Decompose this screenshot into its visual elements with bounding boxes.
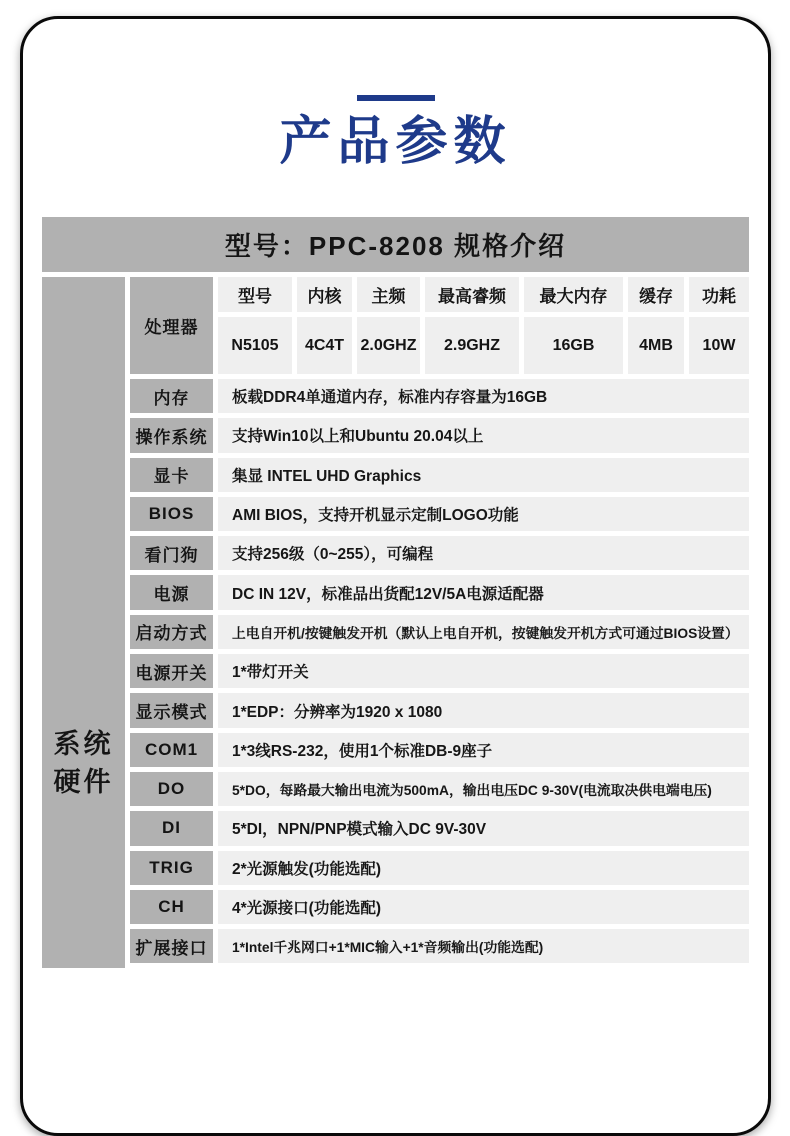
- cpu-value-cell: 10W: [689, 317, 749, 374]
- row-value: 上电自开机/按键触发开机（默认上电自开机，按键触发开机方式可通过BIOS设置）: [218, 615, 749, 649]
- group-label-line-2: 硬件: [53, 767, 114, 797]
- spec-row: [130, 575, 749, 609]
- row-value: 1*EDP：分辨率为1920 x 1080: [218, 693, 749, 727]
- row-value: 5*DO，每路最大输出电流为500mA，输出电压DC 9-30V(电流取决供电端电压): [218, 772, 749, 806]
- spec-row: [130, 811, 749, 845]
- cpu-header-cell: 最大内存: [524, 277, 623, 312]
- spec-row: [130, 733, 749, 767]
- page-title: 产品参数: [279, 113, 512, 171]
- row-value: 1*Intel千兆网口+1*MIC输入+1*音频输出(功能选配): [218, 929, 749, 963]
- cpu-header-cell: 主频: [357, 277, 420, 312]
- row-value: 1*3线RS-232，使用1个标准DB-9座子: [218, 733, 749, 767]
- cpu-header-row: [218, 277, 749, 312]
- row-value: 板载DDR4单通道内存，标准内存容量为16GB: [218, 379, 749, 413]
- cpu-value-cell: 16GB: [524, 317, 623, 374]
- row-label: DO: [130, 772, 213, 806]
- row-label: CH: [130, 890, 213, 924]
- row-label: 扩展接口: [130, 929, 213, 963]
- spec-row: [130, 379, 749, 413]
- model-banner: [42, 217, 749, 272]
- spec-row: [130, 615, 749, 649]
- row-value: 1*带灯开关: [218, 654, 749, 688]
- group-label: [42, 725, 125, 801]
- spec-row: [130, 458, 749, 492]
- cpu-header-cell: 最高睿频: [425, 277, 519, 312]
- row-label: 看门狗: [130, 536, 213, 570]
- row-label: 启动方式: [130, 615, 213, 649]
- cpu-value-cell: 2.0GHZ: [357, 317, 420, 374]
- row-value: DC IN 12V，标准品出货配12V/5A电源适配器: [218, 575, 749, 609]
- row-label: DI: [130, 811, 213, 845]
- spec-row: [130, 693, 749, 727]
- cpu-header-cell: 内核: [297, 277, 352, 312]
- spec-row: [130, 536, 749, 570]
- cpu-value-cell: 4C4T: [297, 317, 352, 374]
- spec-row: [130, 890, 749, 924]
- spec-row: [130, 654, 749, 688]
- cpu-header-cell: 功耗: [689, 277, 749, 312]
- spec-table: [42, 277, 749, 968]
- cpu-sub-table: [218, 277, 749, 374]
- group-label-line-1: 系统: [53, 729, 114, 759]
- row-value: 集显 INTEL UHD Graphics: [218, 458, 749, 492]
- row-label: 内存: [130, 379, 213, 413]
- row-value: 2*光源触发(功能选配): [218, 851, 749, 885]
- spec-row: [130, 418, 749, 452]
- product-spec-card: [20, 16, 771, 1136]
- row-label: 显卡: [130, 458, 213, 492]
- row-value: 4*光源接口(功能选配): [218, 890, 749, 924]
- row-value: 支持Win10以上和Ubuntu 20.04以上: [218, 418, 749, 452]
- title-accent-dash: [357, 95, 435, 101]
- row-label: BIOS: [130, 497, 213, 531]
- row-label: COM1: [130, 733, 213, 767]
- spec-row: [130, 772, 749, 806]
- spec-row: [130, 851, 749, 885]
- row-label-cpu: 处理器: [130, 277, 213, 374]
- row-label: 显示模式: [130, 693, 213, 727]
- row-label: 操作系统: [130, 418, 213, 452]
- row-label: 电源开关: [130, 654, 213, 688]
- spec-rows: [130, 277, 749, 963]
- cpu-value-cell: N5105: [218, 317, 292, 374]
- cpu-value-row: [218, 317, 749, 374]
- spec-row-cpu: [130, 277, 749, 374]
- cpu-value-cell: 4MB: [628, 317, 684, 374]
- row-label: 电源: [130, 575, 213, 609]
- spec-row: [130, 497, 749, 531]
- row-value: 5*DI，NPN/PNP模式输入DC 9V-30V: [218, 811, 749, 845]
- model-banner-text: 型号：PPC-8208 规格介绍: [224, 231, 567, 261]
- group-column-system-hardware: [42, 277, 125, 968]
- cpu-header-cell: 型号: [218, 277, 292, 312]
- spec-row: [130, 929, 749, 963]
- row-label: TRIG: [130, 851, 213, 885]
- row-value: 支持256级（0~255），可编程: [218, 536, 749, 570]
- cpu-value-cell: 2.9GHZ: [425, 317, 519, 374]
- row-value: AMI BIOS，支持开机显示定制LOGO功能: [218, 497, 749, 531]
- cpu-header-cell: 缓存: [628, 277, 684, 312]
